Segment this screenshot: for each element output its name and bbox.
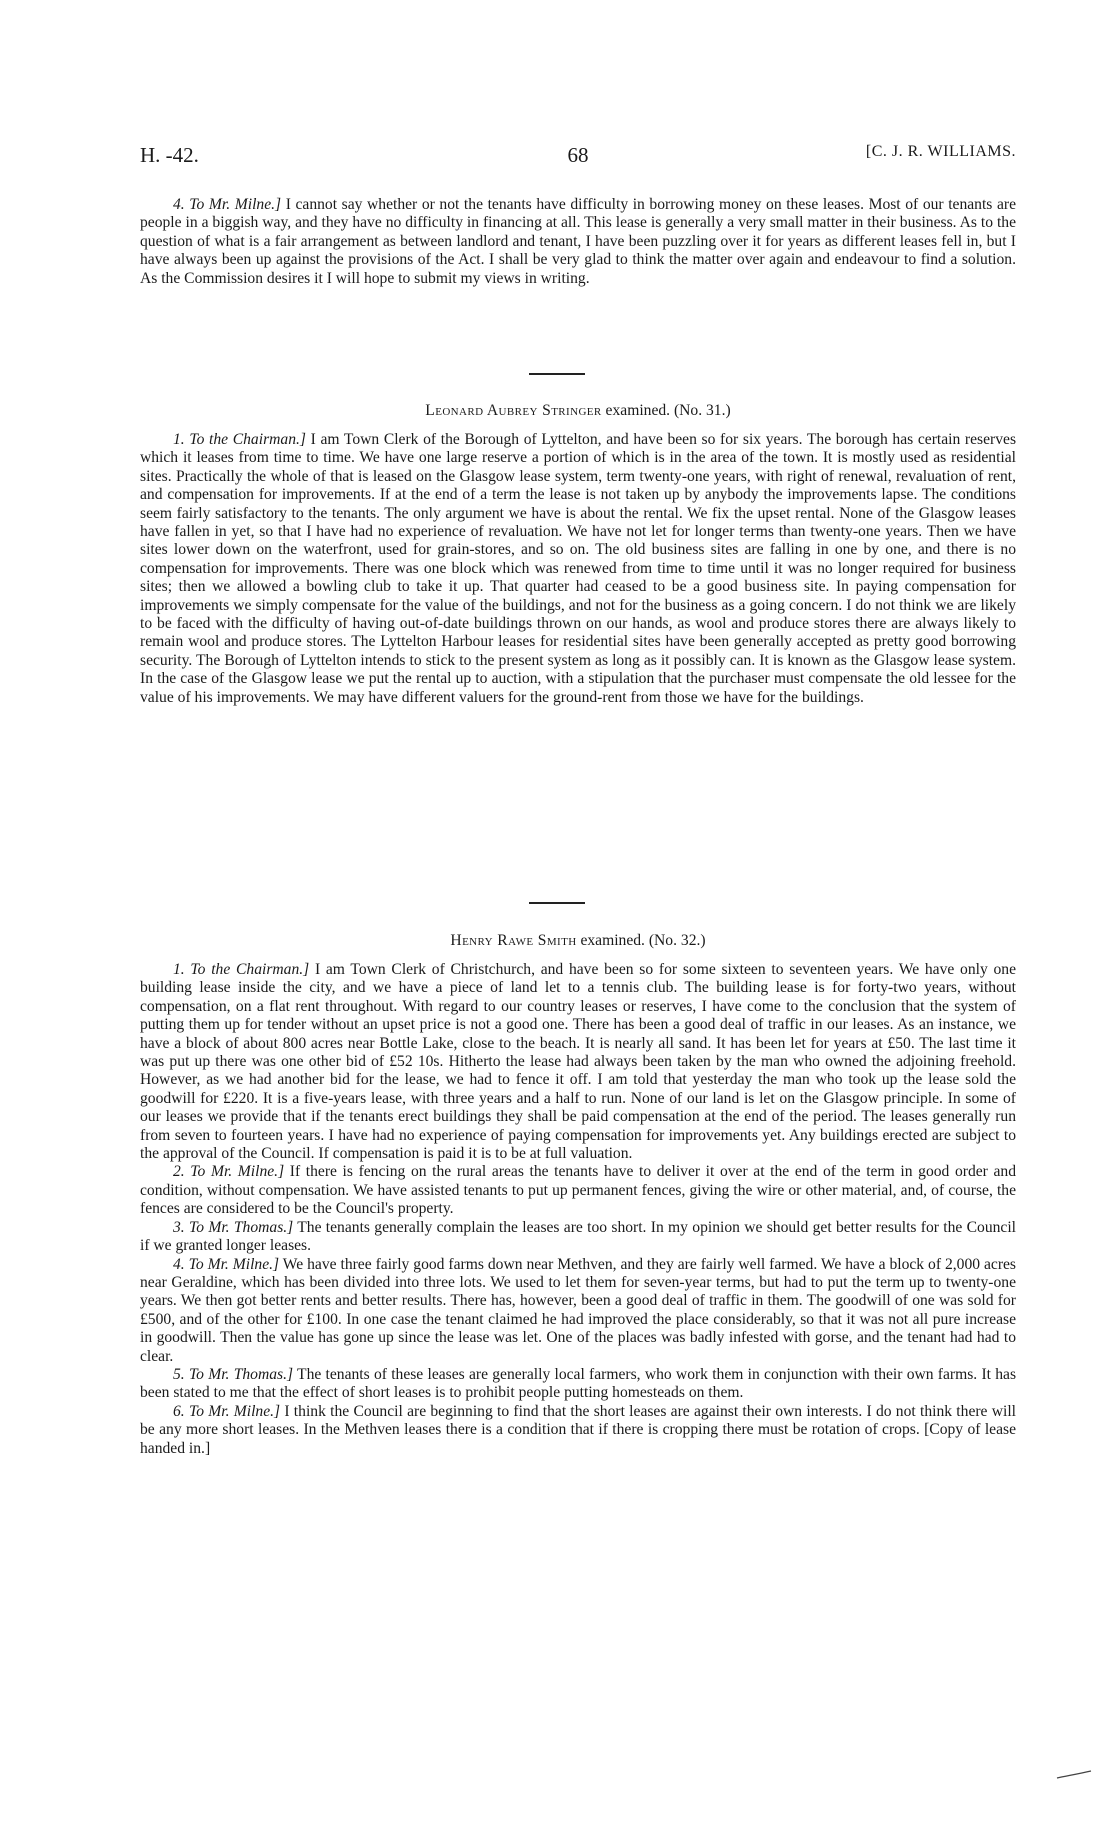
header-reference: H. -42. [140,143,199,167]
section-title-tail: examined. (No. 31.) [601,402,731,419]
speaker-label: 3. To Mr. Thomas.] [173,1218,294,1236]
paragraph [140,961,1016,1163]
scan-mark [1056,1770,1092,1780]
speaker-label: 4. To Mr. Milne.] [173,196,282,213]
paragraph [140,431,1016,707]
paragraph [140,196,1016,288]
speaker-label: 5. To Mr. Thomas.] [173,1365,294,1383]
paragraph-text: I cannot say whether or not the tenants have difficulty in borrowing money on these leases. Most of our tenants are people in a biggish way, and they have no difficulty in financing at all. This lease is generally a very small matter in their business. As to the question of what is a fair arrangement as between landlord and tenant, I have been puzzling over it for years as different leases fell in, but I have always been up against the provisions of the Act. I shall be very glad to think the matter over again and endeavour to find a solution. As the Commission desires it I will hope to submit my views in writing. [140,196,1016,287]
speaker-label: 1. To the Chairman.] [173,431,306,448]
testimony-block-1 [140,196,1016,288]
testimony-block-2 [140,431,1016,707]
speaker-label: 4. To Mr. Milne.] [173,1255,280,1273]
speaker-label: 1. To the Chairman.] [173,961,310,978]
paragraph-text: I am Town Clerk of the Borough of Lyttelton, and have been so for six years. The borough has certain reserves which it leases from time to time. We have one large reserve a portion of which is in the area of the town. It is mostly used as residential sites. Practically the whole of that is leased on the Glasgow lease system, term twenty-one years, with right of renewal, revaluation of rent, and compensation for improvements. If at the end of a term the lease is not taken up by anybody the improvements lapse. The conditions seem fairly satisfactory to the tenants. The only argument we have is about the rental. We fix the upset rental. None of the Glasgow leases have fallen in yet, so that I have had no experience of revaluation. We have not let for longer terms than twenty-one years. Then we have sites lower down on the waterfront, used for grain-stores, and so on. The old business sites are falling in one by one, and there is no compensation for improvements. There was one block which was renewed from time to time until it was no longer required for business sites; then we allowed a bowling club to take it up. That quarter had ceased to be a good business site. In paying compensation for improvements we simply compensate for the value of the buildings, and not for the business as a going concern. I do not think we are likely to be faced with the difficulty of having out-of-date buildings thrown on our hands, as wool and produce stores there are always likely to remain wool and produce stores. The Lyttelton Harbour leases for residential sites have been generally accepted as pretty good borrowing security. The Borough of Lyttelton intends to stick to the present system as long as it possibly can. It is known as the Glasgow lease system. In the case of the Glasgow lease we put the rental up to auction, with a stipulation that the purchaser must compensate the old lessee for the value of his improvements. We may have different valuers for the ground-rent from those we have for the buildings. [140,431,1017,706]
page-number: 68 [567,143,589,167]
page-header [140,143,1016,173]
paragraph-text: I am Town Clerk of Christchurch, and have been so for some sixteen to seventeen years. We have only one building lease inside the city, and we have a piece of land let to a tennis club. The building lease is for forty-two years, without compensation, on a flat rent throughout. With regard to our country leases or reserves, I have come to the conclusion that the system of putting them up for tender without an upset price is not a good one. There has been a good deal of traffic in our leases. As an instance, we have a block of about 800 acres near Bottle Lake, close to the beach. It is nearly all sand. It has been let for years at £50. The last time it was put up there was one other bid of £52 10s. Hitherto the lease had always been taken by the man who owned the adjoining freehold. However, as we had another bid for the lease, we had to fence it off. I am told that yesterday the man who took up the lease sold the goodwill for £220. It is a five-years lease, with three years and a half to run. None of our land is let on the Glasgow principle. In some of our leases we provide that if the tenants erect buildings they shall be paid compensation at the end of the period. The leases generally run from seven to fourteen years. I have had no experience of paying compensation for improvements yet. Any buildings erected are subject to the approval of the Council. If compensation is paid it is to be at full valuation. [140,961,1016,1163]
witness-name: Leonard Aubrey Stringer [425,402,602,419]
paragraph-text: We have three fairly good farms down near Methven, and they are fairly well farmed. We have a block of 2,000 acres near Geraldine, which has been divided into three lots. We used to let them for seven-year terms, but had to put the term up to twenty-one years. We then got better rents and better results. There has, however, been a good deal of traffic in them. The goodwill of one was sold for £500, and of the other for £100. In one case the tenant claimed he had improved the place considerably, so that it was not all pure increase in goodwill. Then the value has gone up since the lease was let. One of the places was badly infested with gorse, and the tenant had had to clear. [140,1255,1017,1365]
section-divider [529,373,585,375]
header-witness: [C. J. R. WILLIAMS. [865,143,1016,160]
speaker-label: 2. To Mr. Milne.] [173,1163,285,1181]
paragraph [140,1403,1016,1458]
paragraph-text: If there is fencing on the rural areas the tenants have to deliver it over at the end of the term in good order and condition, without compensation. We have assisted tenants to put up permanent fences, giving the wire or other material, and, of course, the fences are considered to be the Council's property. [140,1163,1016,1218]
paragraph [140,1219,1016,1256]
paragraph [140,1256,1016,1366]
paragraph [140,1163,1016,1218]
paragraph-text: I think the Council are beginning to find that the short leases are against their own interests. I do not think there will be any more short leases. In the Methven leases there is a condition that if there is cropping there must be rotation of crops. [Copy of lease handed in.] [140,1402,1016,1457]
section-title-32 [140,932,1016,950]
speaker-label: 6. To Mr. Milne.] [173,1402,281,1420]
paragraph-text: The tenants of these leases are generally local farmers, who work them in conjunction with their own farms. It has been stated to me that the effect of short leases is to prohibit people putting homesteads on them. [140,1365,1017,1402]
section-title-tail: examined. (No. 32.) [576,932,706,949]
paragraph-text: The tenants generally complain the leases are too short. In my opinion we should get better results for the Council if we granted longer leases. [140,1218,1016,1255]
paragraph [140,1366,1016,1403]
section-divider [529,902,585,904]
section-title-31 [140,402,1016,420]
testimony-block-3 [140,961,1016,1458]
witness-name: Henry Rawe Smith [450,932,577,949]
